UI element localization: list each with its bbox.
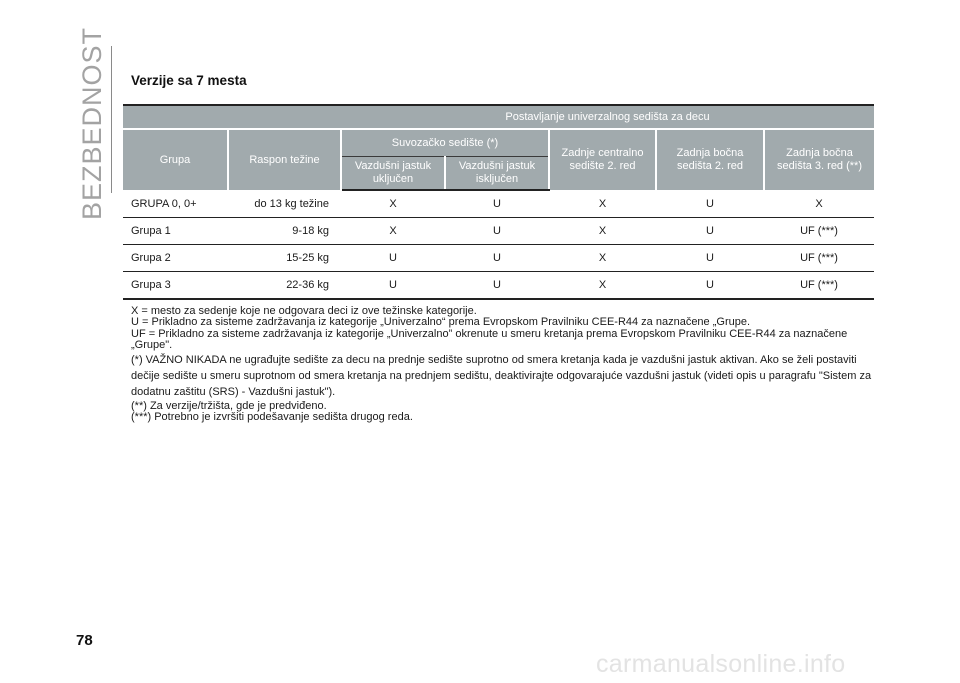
cell-airbag-off: U <box>445 245 549 272</box>
page-number: 78 <box>76 632 93 649</box>
note-uf: UF = Prikladno za sisteme zadržavanja iz kategorije „Univerzalno” okrenute u smeru kretanja prema Evropskom Pravilniku CEE-R44 za naznačene „Grupe". <box>131 327 848 352</box>
cell-rear-side-3: UF (***) <box>764 272 874 300</box>
header-weight-range: Raspon težine <box>228 129 341 190</box>
cell-weight: 15-25 kg <box>228 245 341 272</box>
child-seat-table <box>123 106 874 300</box>
cell-airbag-on: U <box>341 272 445 300</box>
note-u: U = Prikladno za sisteme zadržavanja iz kategorije „Univerzalno“ prema Evropskom Pravilniku CEE-R44 za naznačene „Grupe. <box>131 316 751 329</box>
cell-airbag-on: U <box>341 245 445 272</box>
side-divider <box>111 46 112 193</box>
cell-rear-side-3: UF (***) <box>764 245 874 272</box>
cell-rear-center: X <box>549 245 656 272</box>
header-rear-side-3: Zadnja bočna sedišta 3. red (**) <box>764 129 874 190</box>
cell-rear-center: X <box>549 218 656 245</box>
table-notes <box>131 306 873 423</box>
cell-group: Grupa 2 <box>123 245 228 272</box>
cell-rear-side-2: U <box>656 245 764 272</box>
note-adjust: (***) Potrebno je izvršiti podešavanje sedišta drugog reda. <box>131 410 413 423</box>
header-airbag-on: Vazdušni jastuk uključen <box>341 157 445 191</box>
cell-group: GRUPA 0, 0+ <box>123 190 228 218</box>
table-row <box>123 190 874 218</box>
cell-airbag-on: X <box>341 190 445 218</box>
watermark: carmanualsonline.info <box>596 650 846 678</box>
cell-rear-side-3: UF (***) <box>764 218 874 245</box>
cell-airbag-on: X <box>341 218 445 245</box>
header-airbag-off: Vazdušni jastuk isključen <box>445 157 549 191</box>
note-markets: (**) Za verzije/tržišta, gde je predviđeno. <box>131 399 327 412</box>
header-rear-side-2: Zadnja bočna sedišta 2. red <box>656 129 764 190</box>
cell-airbag-off: U <box>445 272 549 300</box>
cell-airbag-off: U <box>445 190 549 218</box>
page-title: Verzije sa 7 mesta <box>131 73 247 88</box>
note-warning: (*) VAŽNO NIKADA ne ugrađujte sedište za decu na prednje sedište suprotno od smera kretanja kada je vazdušni jastuk aktivan. Ako se želi postaviti dečije sedište u smeru suprotnom od smera kretanja na prednjem sedištu, deaktivirajte odgovarajuće vazdušni jastuk (videti opis u paragrafu "Sistem za dodatnu zaštitu (SRS) - Vazdušni jastuk"). <box>131 353 872 399</box>
cell-rear-side-2: U <box>656 190 764 218</box>
cell-group: Grupa 3 <box>123 272 228 300</box>
cell-rear-side-3: X <box>764 190 874 218</box>
header-main: Postavljanje univerzalnog sedišta za decu <box>341 106 874 129</box>
table-row <box>123 245 874 272</box>
header-group: Grupa <box>123 129 228 190</box>
cell-airbag-off: U <box>445 218 549 245</box>
header-rear-center: Zadnje centralno sedište 2. red <box>549 129 656 190</box>
section-side-tab <box>77 26 108 220</box>
cell-rear-center: X <box>549 190 656 218</box>
header-blank <box>123 106 341 129</box>
section-label: BEZBEDNOST <box>77 26 108 220</box>
cell-weight: do 13 kg težine <box>228 190 341 218</box>
cell-weight: 9-18 kg <box>228 218 341 245</box>
table-row <box>123 272 874 300</box>
cell-rear-center: X <box>549 272 656 300</box>
cell-group: Grupa 1 <box>123 218 228 245</box>
cell-rear-side-2: U <box>656 272 764 300</box>
cell-rear-side-2: U <box>656 218 764 245</box>
header-passenger-seat: Suvozačko sedište (*) <box>341 129 549 157</box>
cell-weight: 22-36 kg <box>228 272 341 300</box>
note-x: X = mesto za sedenje koje ne odgovara deci iz ove težinske kategorije. <box>131 305 477 317</box>
table-row <box>123 218 874 245</box>
